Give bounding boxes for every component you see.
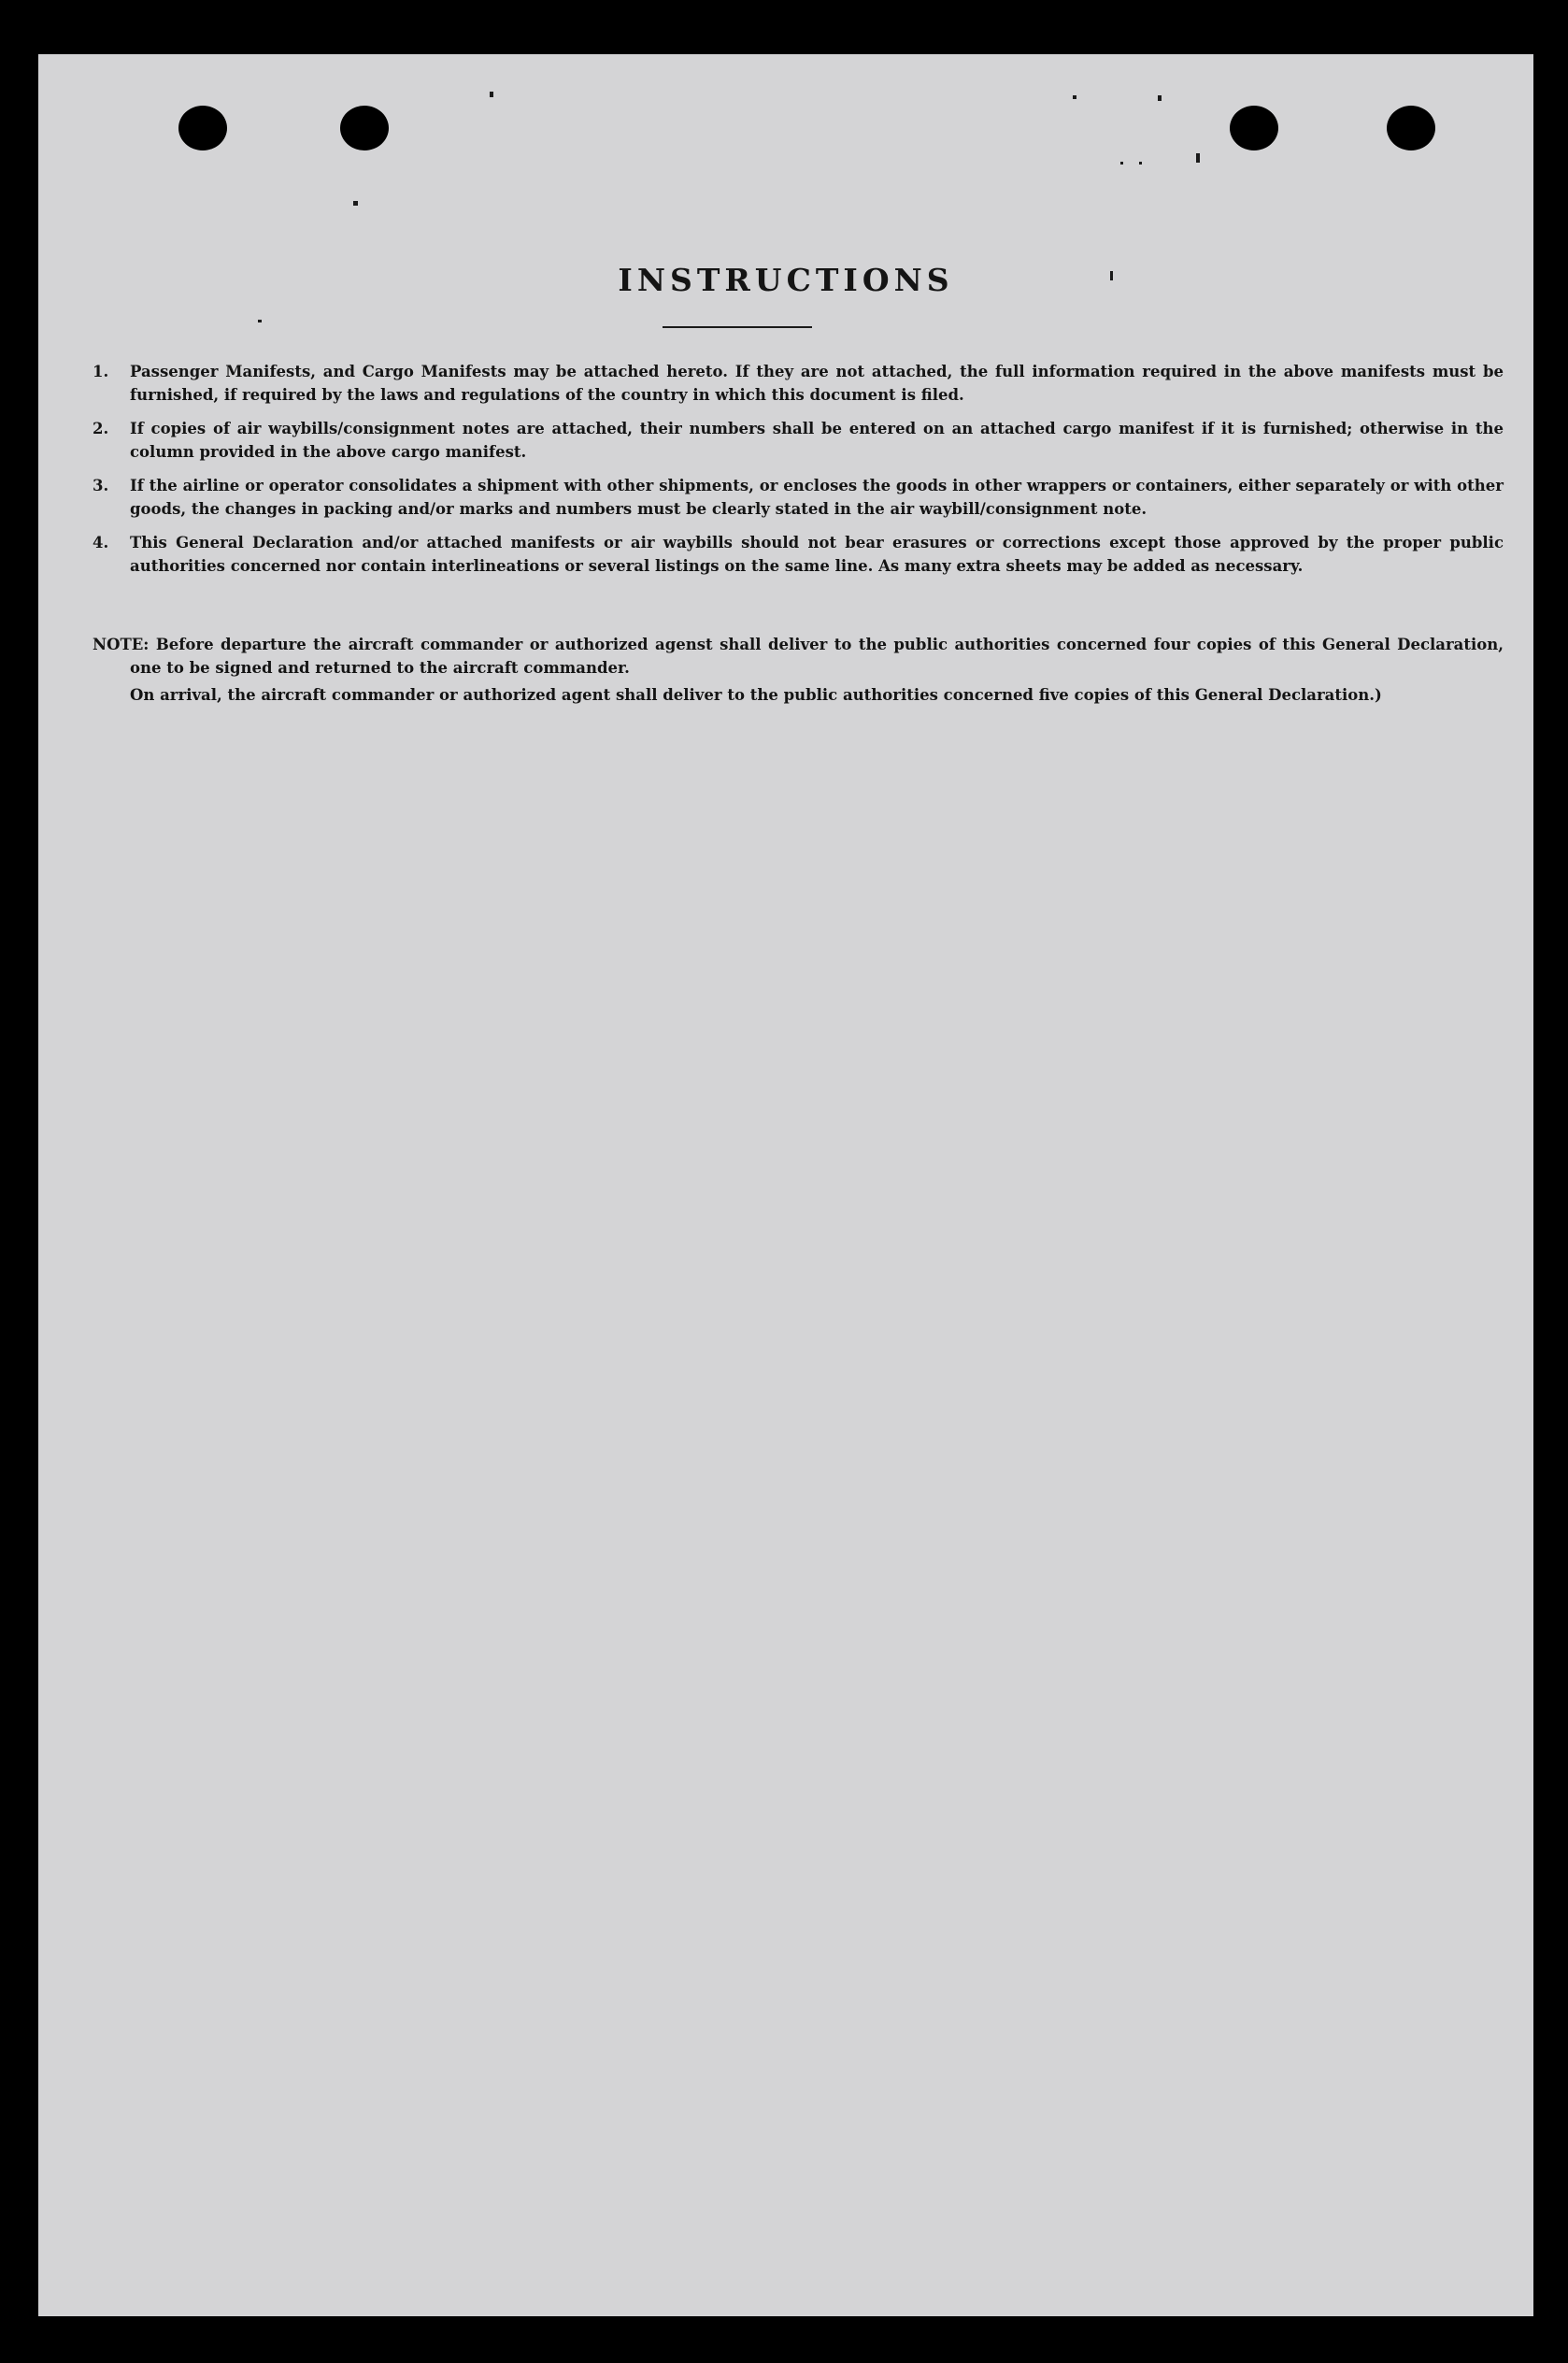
note-arrival: On arrival, the aircraft commander or authorized agent shall deliver to the public authorities concerned five copies of this General Declaration.): [130, 686, 1382, 704]
punch-hole: [340, 106, 389, 150]
scan-speck: [1073, 95, 1076, 99]
punch-hole: [1230, 106, 1278, 150]
instruction-text: This General Declaration and/or attached manifests or air waybills should not bear erasures or corrections except those approved by the proper public authorities concerned nor contain interlineations or several listings on the same line. As many extra sheets may be added as necessary.: [130, 534, 1504, 575]
title-underline: [663, 326, 812, 328]
scan-speck: [258, 320, 262, 322]
scan-speck: [1120, 162, 1123, 165]
punch-hole: [1387, 106, 1435, 150]
instruction-text: If the airline or operator consolidates a shipment with other shipments, or encloses the goods in other wrappers or containers, either separately or with other goods, the changes in packing and/or marks and numbers must be clearly stated in the air waybill/consignment note.: [130, 477, 1504, 518]
instruction-number: 2.: [93, 420, 109, 437]
punch-hole: [178, 106, 227, 150]
instructions-list: [93, 360, 1504, 588]
page-title: INSTRUCTIONS: [618, 262, 954, 298]
instruction-text: If copies of air waybills/consignment notes are attached, their numbers shall be entered on an attached cargo manifest if it is furnished; otherwise in the column provided in the above cargo manifest.: [130, 420, 1504, 461]
document-page: [38, 54, 1533, 2316]
instruction-item: [93, 531, 1504, 578]
instruction-text: Passenger Manifests, and Cargo Manifests may be attached hereto. If they are not attached, the full information required in the above manifests must be furnished, if required by the laws and regulations of the country in which this document is filed.: [130, 363, 1504, 404]
note-block: [93, 633, 1504, 707]
scan-speck: [1196, 153, 1200, 163]
instruction-number: 3.: [93, 477, 109, 494]
instruction-item: [93, 474, 1504, 521]
scan-speck: [490, 92, 493, 97]
scan-speck: [353, 201, 358, 206]
instruction-item: [93, 417, 1504, 464]
scan-speck: [1158, 95, 1162, 101]
note-departure: NOTE: Before departure the aircraft commander or authorized agenst shall deliver to the public authorities concerned four copies of this General Declaration, one to be signed and returned to the aircraft commander.: [93, 636, 1504, 677]
instruction-number: 1.: [93, 363, 109, 380]
scan-speck: [1139, 162, 1142, 165]
instruction-number: 4.: [93, 534, 109, 551]
instruction-item: [93, 360, 1504, 407]
